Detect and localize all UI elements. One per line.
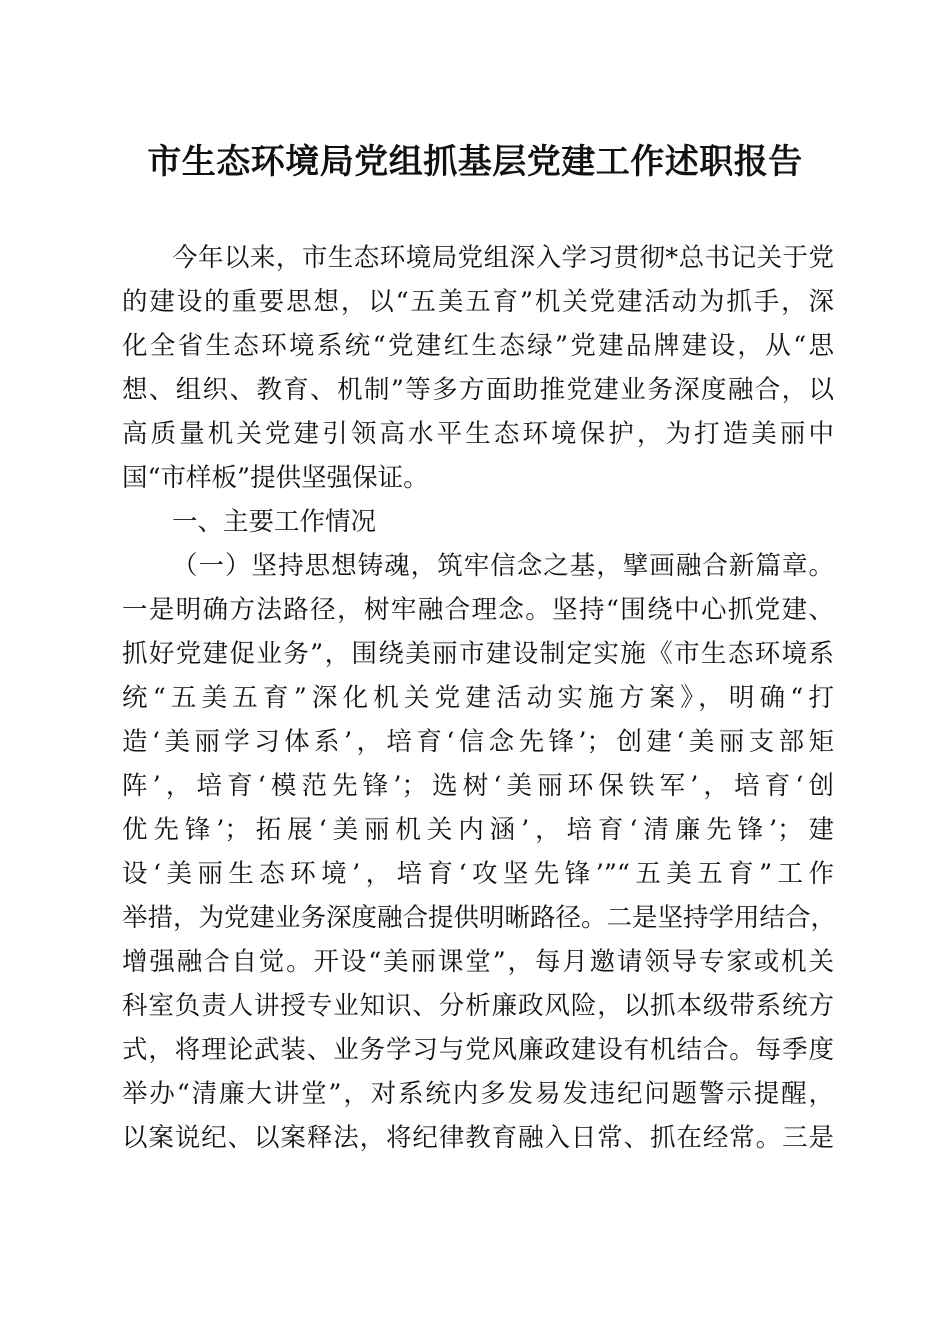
- paragraph-line: 举措，为党建业务深度融合提供明晰路径。二是坚持学用结合，: [122, 903, 837, 933]
- paragraph-line: 想、组织、教育、机制”等多方面助推党建业务深度融合，以: [122, 375, 834, 405]
- paragraph-line: 的建设的重要思想，以“五美五育”机关党建活动为抓手，深: [122, 287, 834, 317]
- paragraph-line: 统“五美五育”深化机关党建活动实施方案》，明确“打: [122, 683, 834, 713]
- paragraph-line: 化全省生态环境系统“党建红生态绿”党建品牌建设，从“思: [122, 331, 834, 361]
- paragraph-line: 以案说纪、以案释法，将纪律教育融入日常、抓在经常。三是: [122, 1123, 834, 1153]
- paragraph-line: 一是明确方法路径，树牢融合理念。坚持“围绕中心抓党建、: [122, 595, 834, 625]
- subsection-heading: （一）坚持思想铸魂，筑牢信念之基，擘画融合新篇章。: [172, 551, 834, 581]
- paragraph-line: 抓好党建促业务”，围绕美丽市建设制定实施《市生态环境系: [122, 639, 834, 669]
- document-title: 市生态环境局党组抓基层党建工作述职报告: [147, 142, 803, 182]
- paragraph-line: 优先锋’；拓展‘美丽机关内涵’，培育‘清廉先锋’；建: [122, 815, 834, 845]
- paragraph-line: 科室负责人讲授专业知识、分析廉政风险，以抓本级带系统方: [122, 991, 834, 1021]
- paragraph-line: 今年以来，市生态环境局党组深入学习贯彻*总书记关于党: [172, 243, 834, 273]
- paragraph-line: 设‘美丽生态环境’，培育‘攻坚先锋’”“五美五育”工作: [122, 859, 834, 889]
- paragraph-line: 增强融合自觉。开设“美丽课堂”，每月邀请领导专家或机关: [122, 947, 834, 977]
- paragraph-line: 高质量机关党建引领高水平生态环境保护，为打造美丽中: [122, 419, 834, 449]
- paragraph-line: 造‘美丽学习体系’，培育‘信念先锋’；创建‘美丽支部矩: [122, 727, 834, 757]
- paragraph-line: 举办“清廉大讲堂”，对系统内多发易发违纪问题警示提醒，: [122, 1079, 834, 1109]
- section-heading: 一、主要工作情况: [172, 507, 377, 537]
- paragraph-line: 式，将理论武装、业务学习与党风廉政建设有机结合。每季度: [122, 1035, 834, 1065]
- paragraph-line: 阵’，培育‘模范先锋’；选树‘美丽环保铁军’，培育‘创: [122, 771, 834, 801]
- paragraph-line: 国“市样板”提供坚强保证。: [122, 463, 429, 493]
